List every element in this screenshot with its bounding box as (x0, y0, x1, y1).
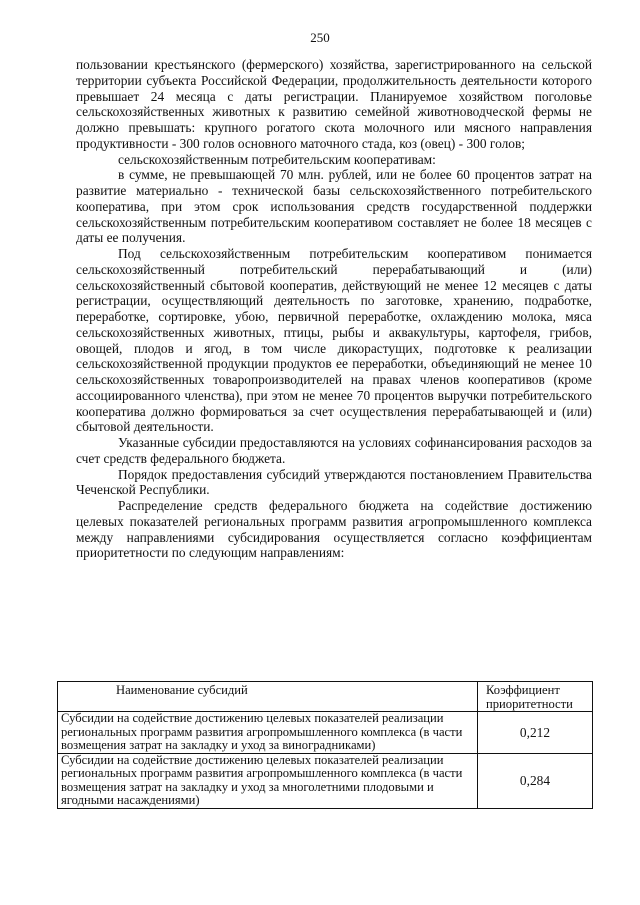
table-row (58, 712, 593, 754)
paragraph: в сумме, не превышающей 70 млн. рублей, или не более 60 процентов затрат на развитие материально - технической базы сельскохозяйственного потребительского кооператива, при этом срок использования средств государственной поддержки сельскохозяйственным потребительским кооперативом составляет не более 18 месяцев с даты ее получения. (76, 167, 592, 246)
body-text (76, 57, 592, 561)
header-subsidy-name: Наименование субсидий (58, 682, 478, 712)
header-priority-coefficient: Коэффициент приоритетности (478, 682, 593, 712)
table-header-row (58, 682, 593, 712)
paragraph: Распределение средств федерального бюджета на содействие достижению целевых показателей региональных программ развития агропромышленного комплекса между направлениями субсидирования осуществляется согласно коэффициентам приоритетности по следующим направлениям: (76, 498, 592, 561)
paragraph: Под сельскохозяйственным потребительским кооперативом понимается сельскохозяйственный потребительский перерабатывающий и (или) сельскохозяйственный сбытовой кооператив, действующий не менее 12 месяцев с даты регистрации, осуществляющий деятельность по заготовке, хранению, подработке, переработке, сортировке, убою, первичной переработке, охлаждению молока, мяса сельскохозяйственных животных, птицы, рыбы и аквакультуры, картофеля, грибов, овощей, плодов и ягод, в том числе дикорастущих, подготовке к реализации сельскохозяйственной продукции продуктов ее переработки, объединяющий не менее 10 сельскохозяйственных товаропроизводителей на правах членов кооперативов (кроме ассоциированного членства), при этом не менее 70 процентов выручки потребительского кооператива должно формироваться за счет осуществления перерабатывающей и (или) сбытовой деятельности. (76, 246, 592, 435)
subsidy-coefficient-table (57, 681, 593, 809)
paragraph: Указанные субсидии предоставляются на условиях софинансирования расходов за счет средств федерального бюджета. (76, 435, 592, 466)
subsidy-name-cell: Субсидии на содействие достижению целевых показателей реализации региональных программ развития агропромышленного комплекса (в части возмещения затрат на закладку и уход за виноградниками) (58, 712, 478, 754)
paragraph: сельскохозяйственным потребительским кооперативам: (118, 151, 436, 167)
table-row (58, 753, 593, 808)
paragraph: пользовании крестьянского (фермерского) хозяйства, зарегистрированного на сельской территории субъекта Российской Федерации, продолжительность деятельности которого превышает 24 месяца с даты регистрации. Планируемое хозяйством поголовье сельскохозяйственных животных к развитию семейной животноводческой фермы не должно превышать: крупного рогатого скота молочного или мясного направления продуктивности - 300 голов основного маточного стада, коз (овец) - 300 голов; (76, 57, 592, 151)
coefficient-cell: 0,212 (478, 712, 593, 754)
paragraph: Порядок предоставления субсидий утверждаются постановлением Правительства Чеченской Республики. (76, 466, 592, 498)
coefficient-cell: 0,284 (478, 753, 593, 808)
page-number: 250 (310, 30, 330, 45)
subsidy-name-cell: Субсидии на содействие достижению целевых показателей реализации региональных программ развития агропромышленного комплекса (в части возмещения затрат на закладку и уход за многолетними плодовыми и ягодными насаждениями) (58, 753, 478, 808)
